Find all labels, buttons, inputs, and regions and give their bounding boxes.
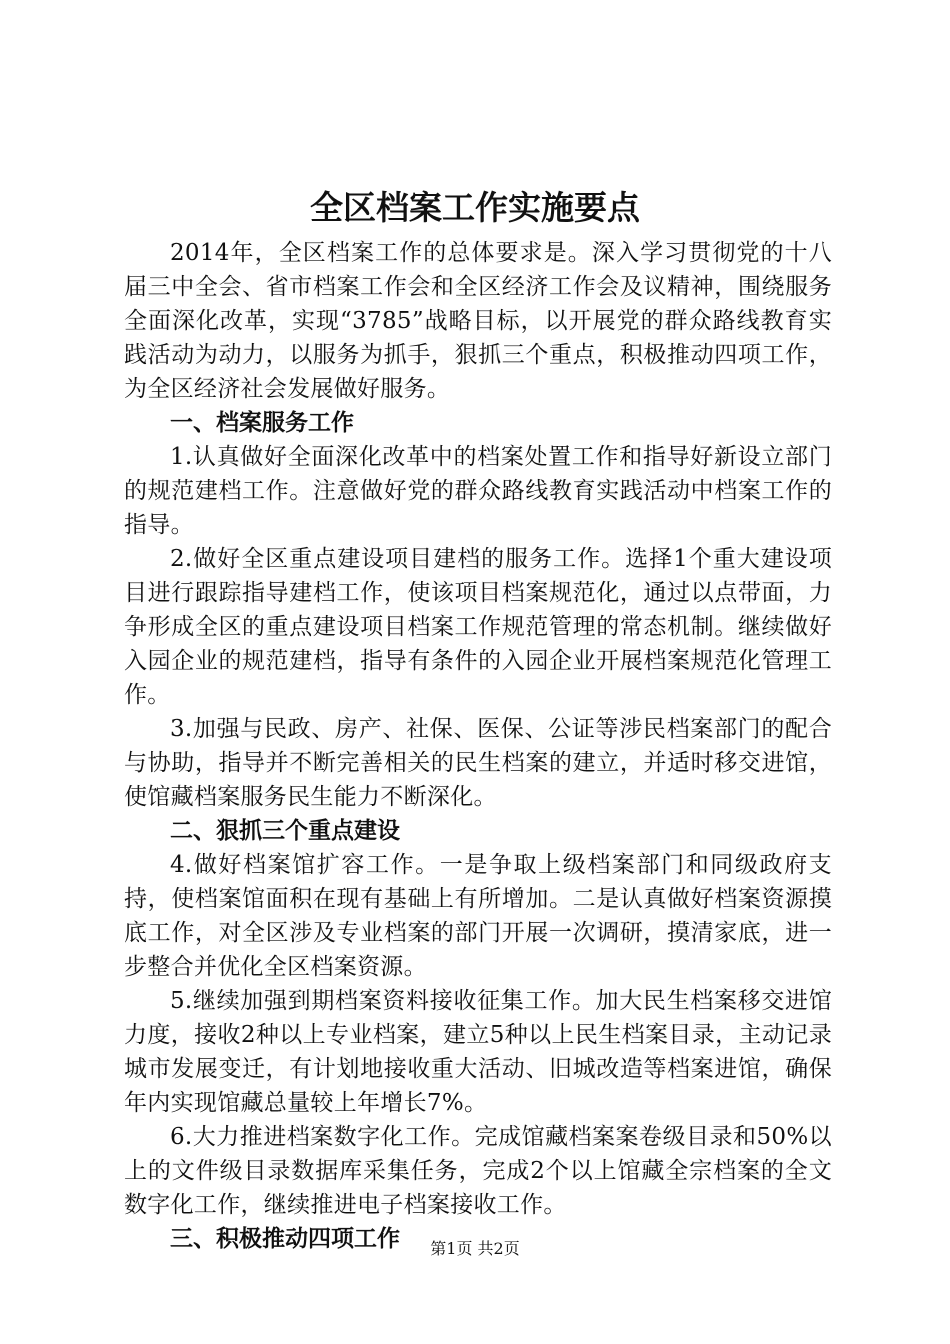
page-footer: 第1页 共2页 [430,1239,520,1258]
section-1-item-3: 3.加强与民政、房产、社保、医保、公证等涉民档案部门的配合与协助，指导并不断完善相关的民生档案的建立，并适时移交进馆，使馆藏档案服务民生能力不断深化。 [124,716,832,810]
intro-paragraph: 2014年，全区档案工作的总体要求是。深入学习贯彻党的十八届三中全会、省市档案工作会和全区经济工作会及议精神，围绕服务全面深化改革，实现“3785”战略目标，以开展党的群众路线教育实践活动为动力，以服务为抓手，狠抓三个重点，积极推动四项工作，为全区经济社会发展做好服务。 [124,240,832,402]
section-2-item-6: 6.大力推进档案数字化工作。完成馆藏档案案卷级目录和50%以上的文件级目录数据库采集任务，完成2个以上馆藏全宗档案的全文数字化工作，继续推进电子档案接收工作。 [124,1124,832,1218]
document-body [124,236,832,1256]
section-2-item-5: 5.继续加强到期档案资料接收征集工作。加大民生档案移交进馆力度，接收2种以上专业档案，建立5种以上民生档案目录，主动记录城市发展变迁，有计划地接收重大活动、旧城改造等档案进馆，确保年内实现馆藏总量较上年增长7%。 [124,988,832,1116]
section-1-item-1: 1.认真做好全面深化改革中的档案处置工作和指导好新设立部门的规范建档工作。注意做好党的群众路线教育实践活动中档案工作的指导。 [124,444,832,538]
section-2-item-4: 4.做好档案馆扩容工作。一是争取上级档案部门和同级政府支持，使档案馆面积在现有基础上有所增加。二是认真做好档案资源摸底工作，对全区涉及专业档案的部门开展一次调研，摸清家底，进一步整合并优化全区档案资源。 [124,852,832,980]
page-title: 全区档案工作实施要点 [310,188,640,227]
section-1-item-2: 2.做好全区重点建设项目建档的服务工作。选择1个重大建设项目进行跟踪指导建档工作，使该项目档案规范化，通过以点带面，力争形成全区的重点建设项目档案工作规范管理的常态机制。继续做好入园企业的规范建档，指导有条件的入园企业开展档案规范化管理工作。 [124,546,832,708]
section-heading-1: 一、档案服务工作 [170,410,354,436]
section-heading-2: 二、狠抓三个重点建设 [170,818,400,844]
section-heading-3: 三、积极推动四项工作 [170,1226,400,1252]
